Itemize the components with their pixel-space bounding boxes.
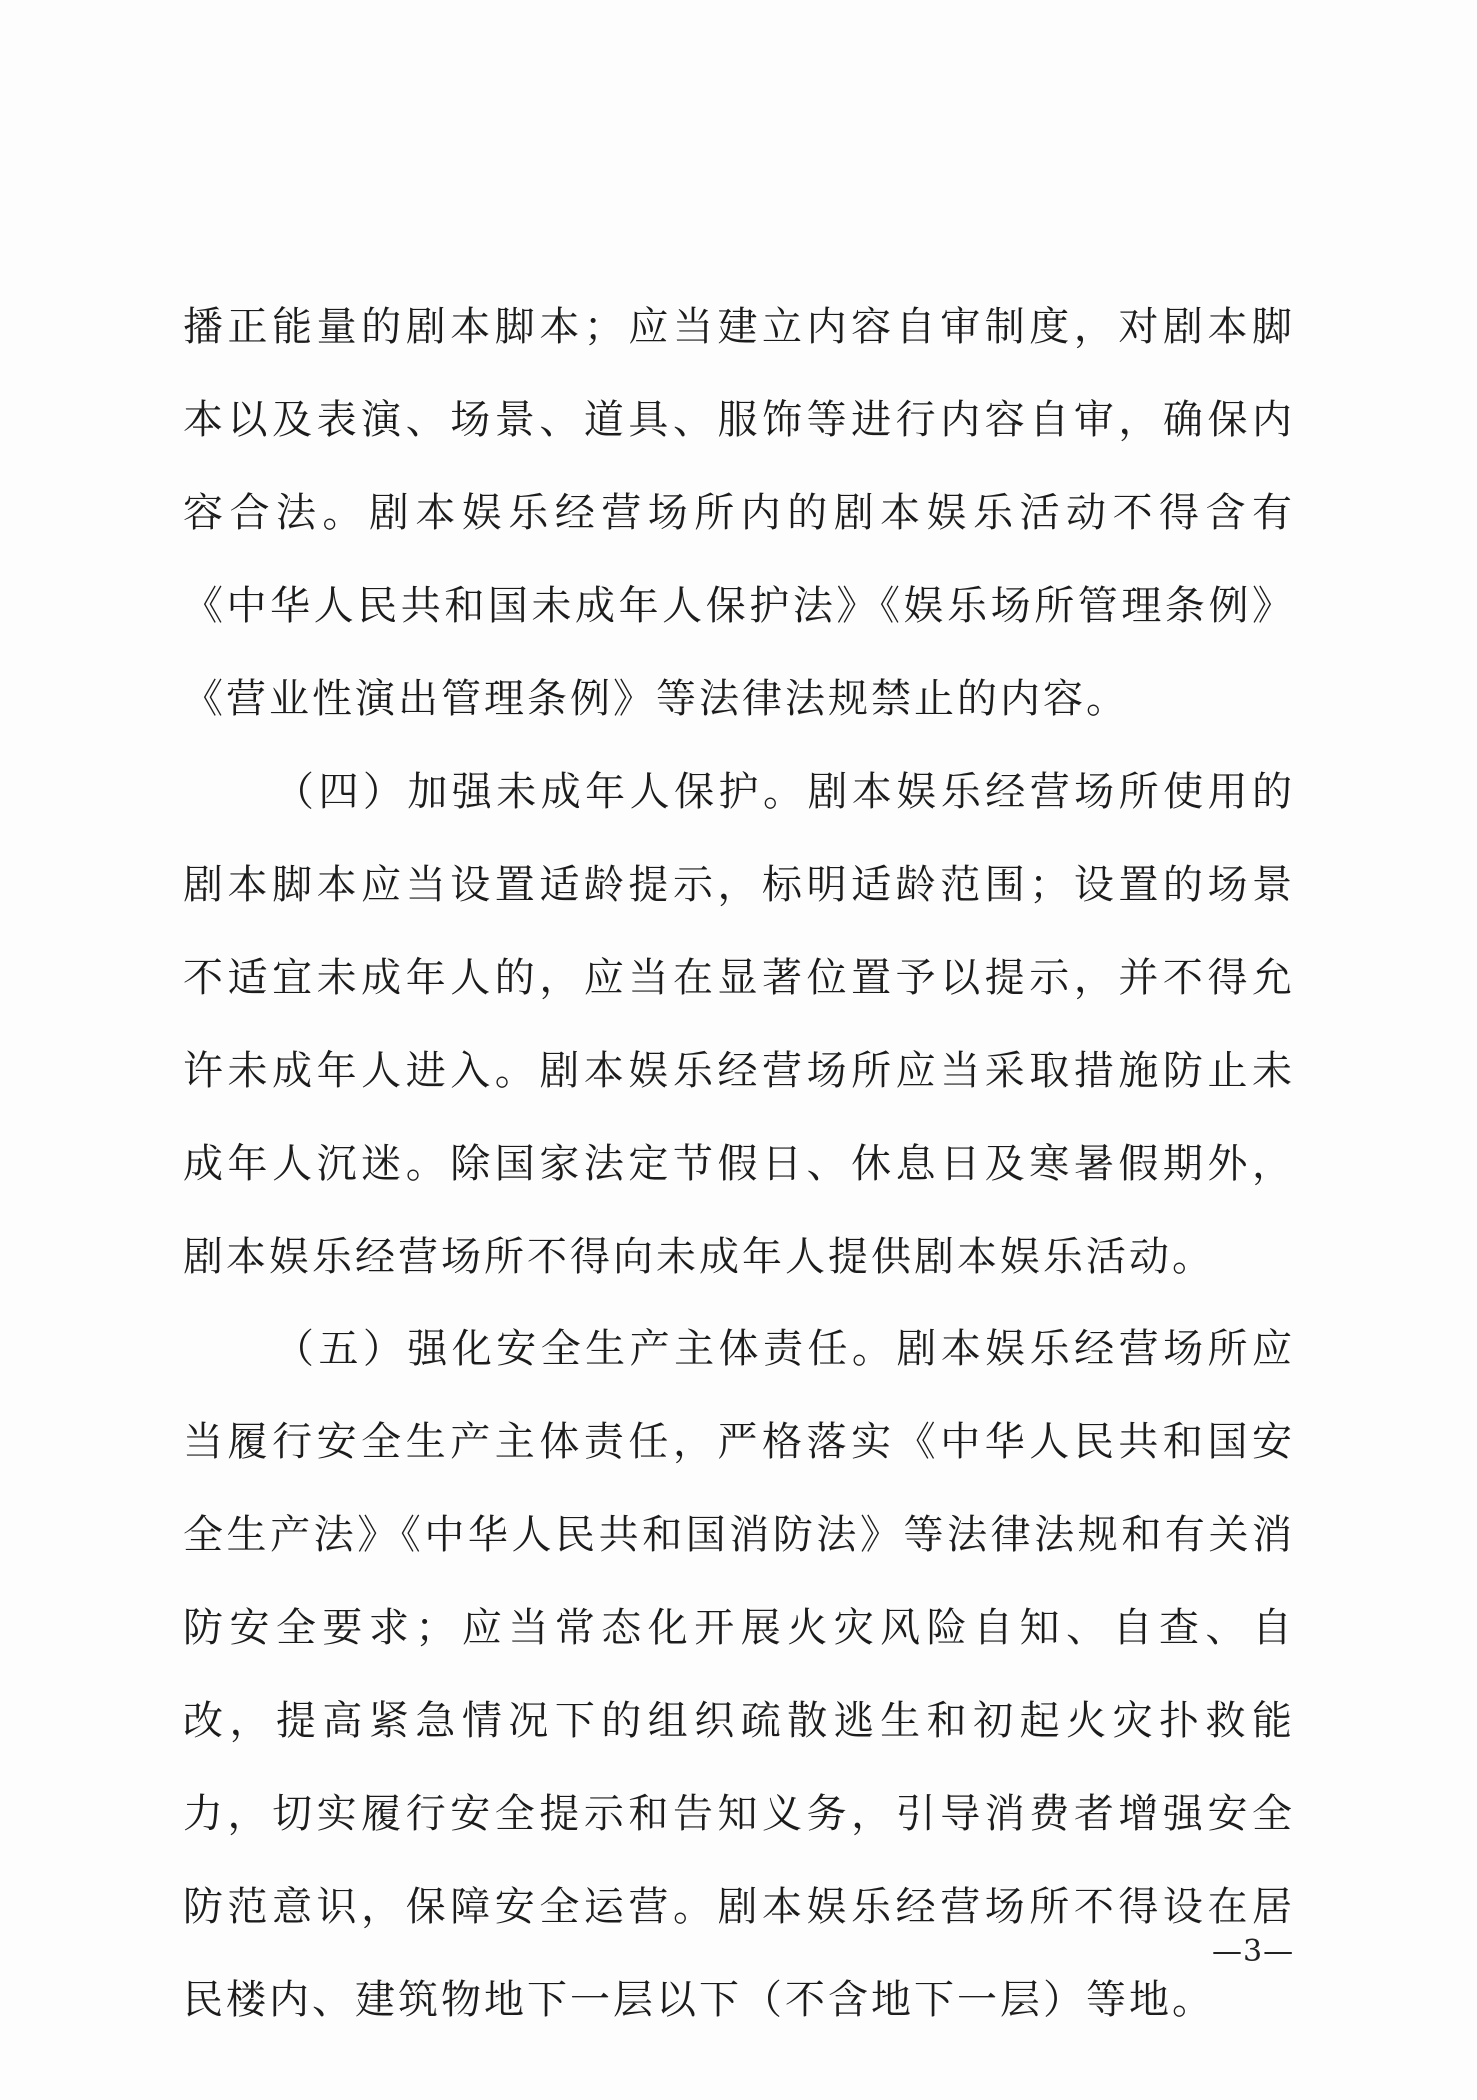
paragraph-safety-responsibility: （五）强化安全生产主体责任。剧本娱乐经营场所应当履行安全生产主体责任，严格落实《中华人民共和国安全生产法》《中华人民共和国消防法》等法律法规和有关消防安全要求；应当常态化开展火灾风险自知、自查、自改，提高紧急情况下的组织疏散逃生和初起火灾扑救能力，切实履行安全提示和告知义务，引导消费者增强安全防范意识，保障安全运营。剧本娱乐经营场所不得设在居民楼内、建筑物地下一层以下（不含地下一层）等地。 (183, 1326, 1295, 2023)
paragraph-continuation: 播正能量的剧本脚本；应当建立内容自审制度，对剧本脚本以及表演、场景、道具、服饰等进行内容自审，确保内容合法。剧本娱乐经营场所内的剧本娱乐活动不得含有《中华人民共和国未成年人保护法》《娱乐场所管理条例》《营业性演出管理条例》等法律法规禁止的内容。 (183, 304, 1295, 722)
paragraph-minor-protection: （四）加强未成年人保护。剧本娱乐经营场所使用的剧本脚本应当设置适龄提示，标明适龄范围；设置的场景不适宜未成年人的，应当在显著位置予以提示，并不得允许未成年人进入。剧本娱乐经营场所应当采取措施防止未成年人沉迷。除国家法定节假日、休息日及寒暑假期外，剧本娱乐经营场所不得向未成年人提供剧本娱乐活动。 (183, 769, 1295, 1280)
page-number: —3— (1212, 1934, 1295, 1969)
